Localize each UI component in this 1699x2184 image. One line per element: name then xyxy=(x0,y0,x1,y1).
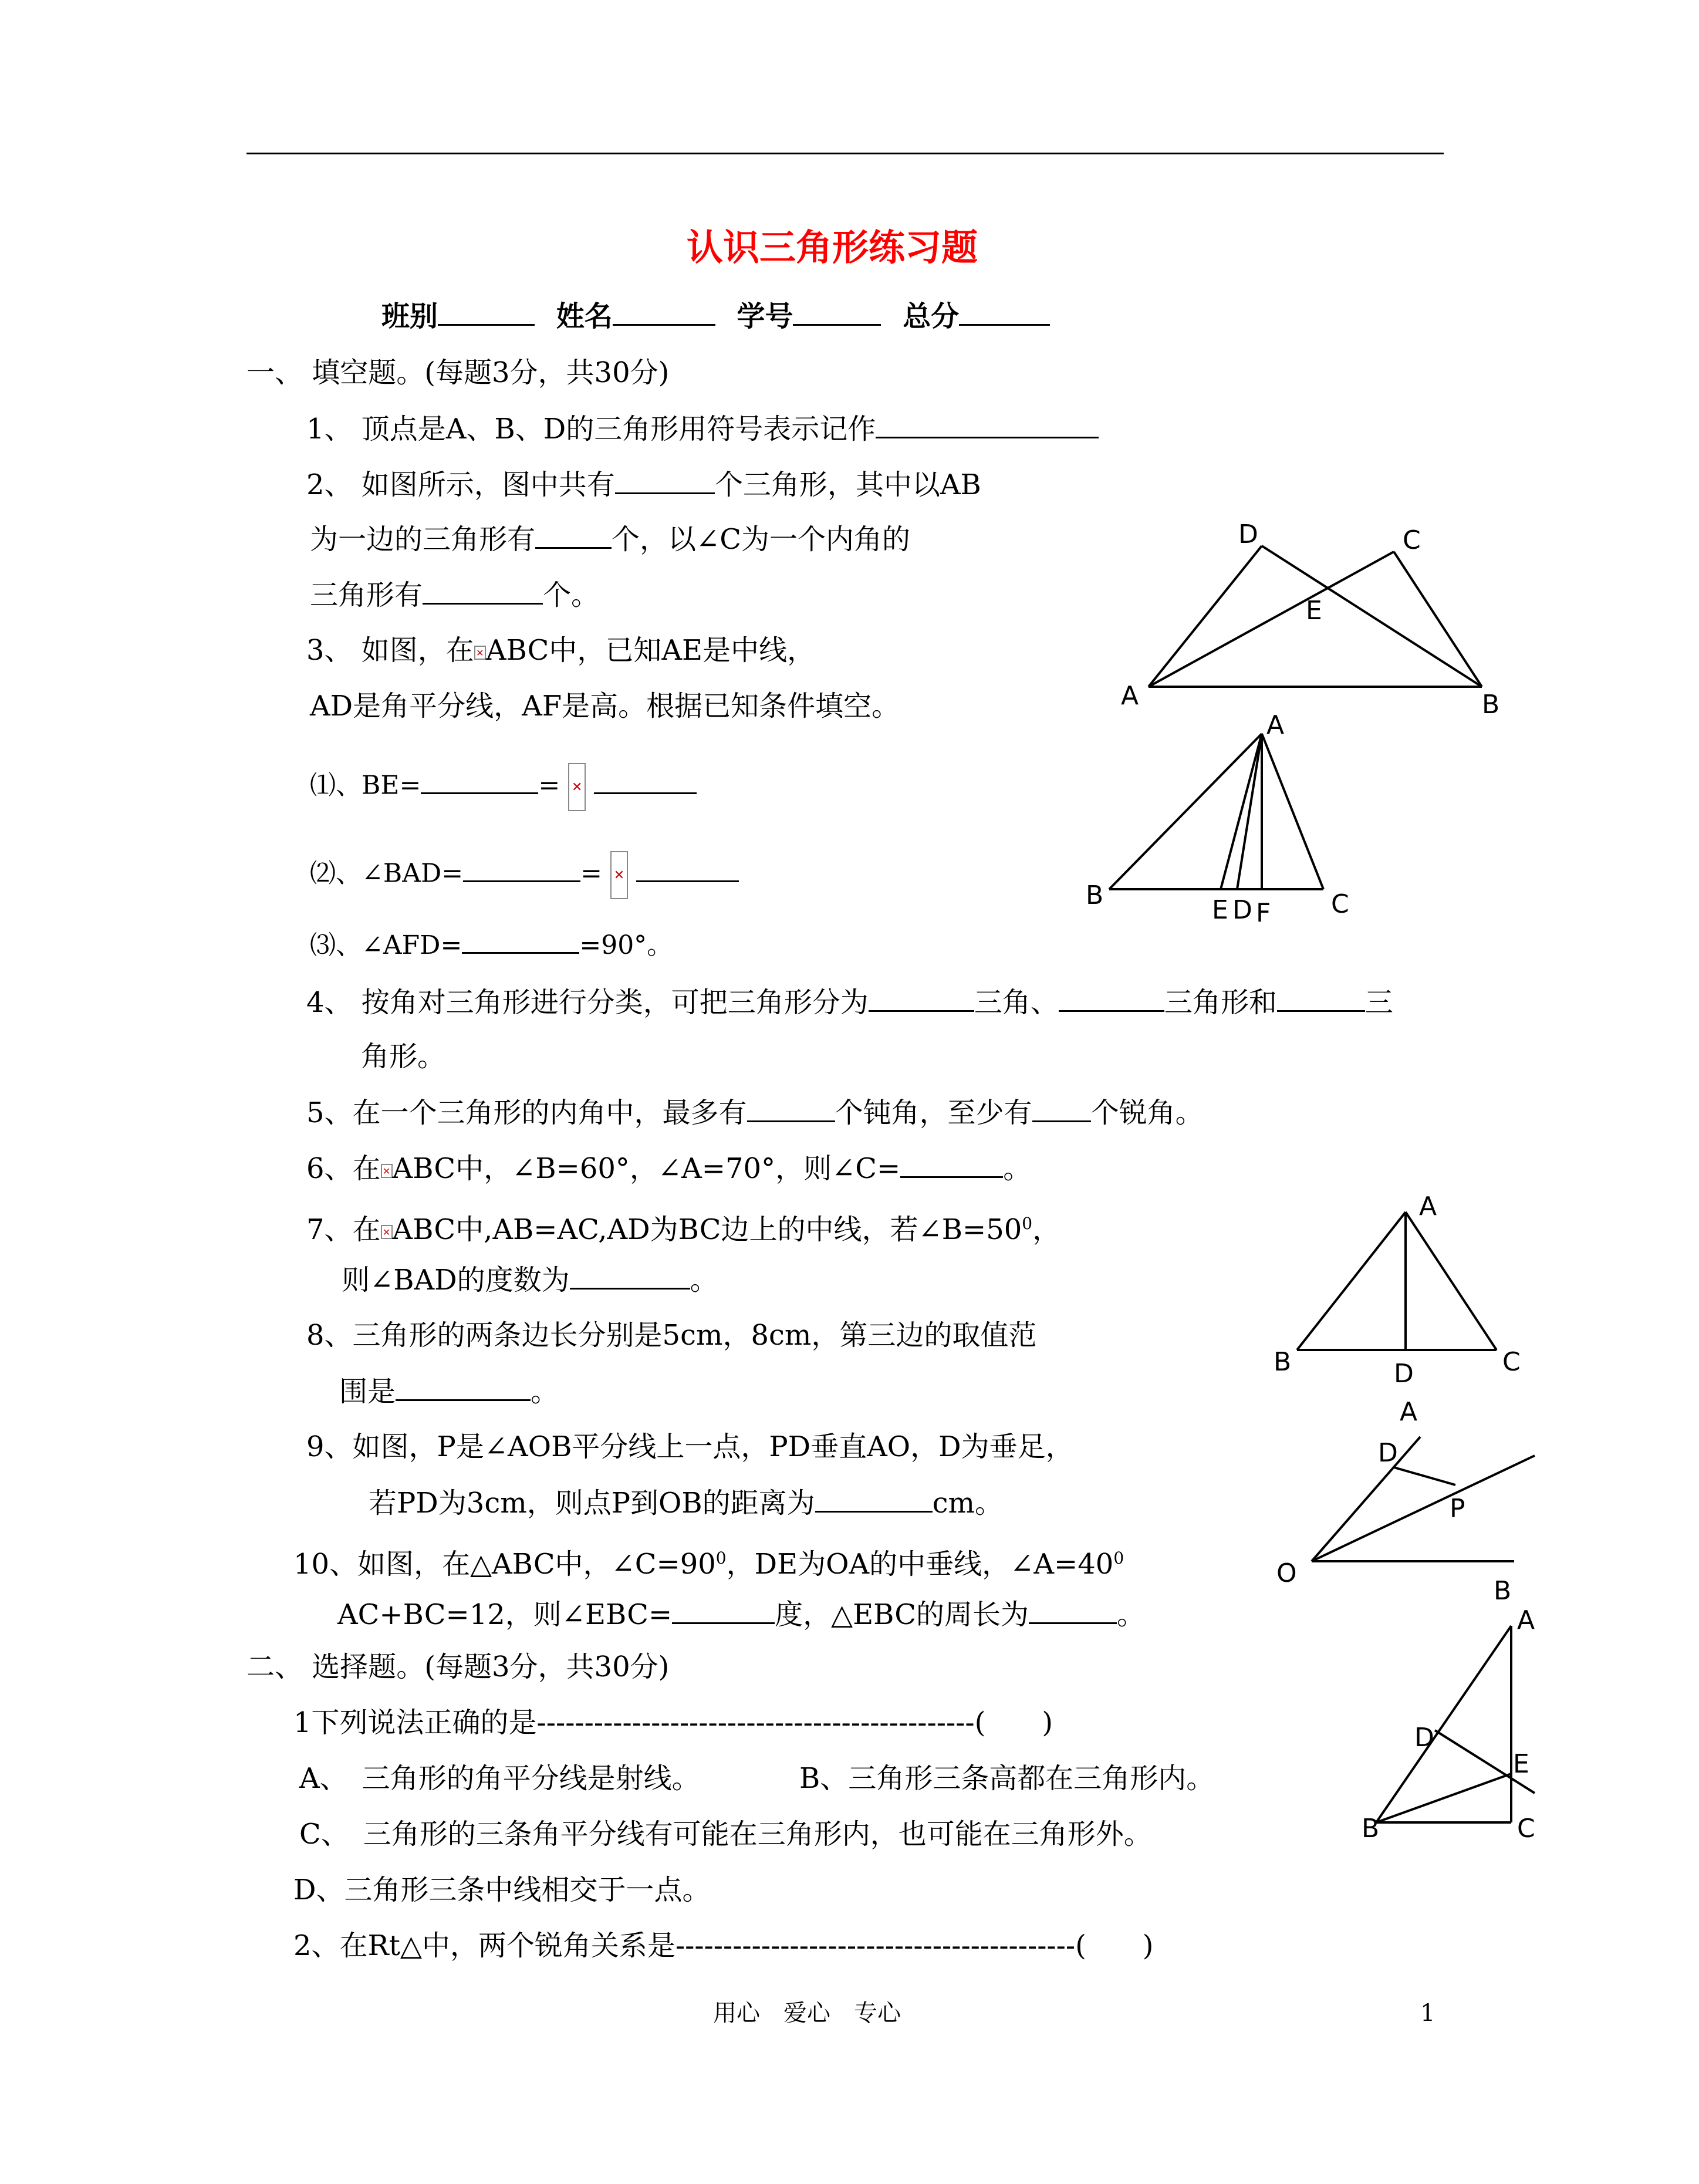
question-1-10-line2: AC+BC=12，则∠EBC= 度，△EBC的周长为 。 xyxy=(337,1596,1145,1632)
figure-3 xyxy=(1262,1180,1532,1391)
name-label: 姓名 xyxy=(556,300,613,333)
answer-blank[interactable] xyxy=(1032,1095,1091,1122)
student-info-line xyxy=(381,298,1050,334)
label-a: A xyxy=(1266,710,1285,740)
answer-blank[interactable] xyxy=(869,984,974,1012)
option-b: B、三角形三条高都在三角形内。 xyxy=(799,1762,1215,1795)
score-label: 总分 xyxy=(903,300,960,333)
segment-cb xyxy=(1394,552,1482,687)
option-c: C、 三角形的三条角平分线有可能在三角形内，也可能在三角形外。 xyxy=(299,1818,1152,1851)
label-f: F xyxy=(1256,898,1271,928)
answer-blank[interactable] xyxy=(672,1596,775,1624)
label-e: E xyxy=(1212,895,1228,925)
question-2-2-stem: 2、在Rt△中，两个锐角关系是------------------------------------------( ) xyxy=(293,1929,1154,1962)
figure-1 xyxy=(1115,517,1526,720)
broken-image-icon: ✕ xyxy=(381,1225,393,1239)
question-1-4-line1: 4、 按角对三角形进行分类，可把三角形分为 三角、 三角形和 三 xyxy=(306,984,1393,1020)
question-1-3-part2: ⑵、∠BAD= = ✕ xyxy=(310,851,739,899)
answer-blank[interactable] xyxy=(462,926,579,954)
broken-image-icon: ✕ xyxy=(474,646,486,660)
answer-blank[interactable] xyxy=(815,1485,933,1513)
question-1-10-line1: 10、如图，在△ABC中，$\angle C=90^0$，DE为OA的中垂线，$\angle A=40^0$ xyxy=(293,1548,1124,1581)
label-e: E xyxy=(1306,596,1322,626)
broken-image-icon: ✕ xyxy=(568,763,586,811)
label-e: E xyxy=(1513,1749,1529,1779)
question-1-2-line2: 为一边的三角形有 个，以∠C为一个内角的 xyxy=(310,521,910,557)
number-label: 学号 xyxy=(737,300,793,333)
answer-blank[interactable] xyxy=(535,521,612,549)
segment-ac xyxy=(1262,734,1323,889)
answer-blank[interactable] xyxy=(421,767,538,794)
label-c: C xyxy=(1502,1347,1521,1377)
answer-blank[interactable] xyxy=(636,855,739,882)
answer-blank[interactable] xyxy=(747,1095,835,1122)
label-d: D xyxy=(1394,1359,1414,1389)
answer-blank[interactable] xyxy=(423,577,543,605)
broken-image-icon: ✕ xyxy=(381,1164,393,1178)
label-b: B xyxy=(1494,1576,1512,1606)
figure-4 xyxy=(1268,1391,1549,1608)
answer-blank[interactable] xyxy=(463,855,580,882)
page-title: 认识三角形练习题 xyxy=(687,226,978,269)
option-d: D、三角形三条中线相交于一点。 xyxy=(293,1874,711,1906)
question-1-9-line2: 若PD为3cm，则点P到OB的距离为 cm。 xyxy=(369,1485,1003,1521)
segment-be xyxy=(1376,1774,1511,1822)
label-o: O xyxy=(1276,1558,1297,1588)
label-c: C xyxy=(1331,889,1349,919)
question-1-3-part3: ⑶、∠AFD= =90°。 xyxy=(310,926,673,963)
label-b: B xyxy=(1274,1347,1292,1377)
label-b: B xyxy=(1362,1814,1380,1844)
label-d: D xyxy=(1378,1438,1398,1468)
section1-heading: 一、 填空题。(每题3分，共30分) xyxy=(246,356,670,389)
answer-blank[interactable] xyxy=(876,411,1099,438)
question-1-1: 1、 顶点是A、B、D的三角形用符号表示记作 xyxy=(306,411,1099,447)
label-d: D xyxy=(1238,519,1258,549)
label-d: D xyxy=(1414,1723,1434,1753)
label-p: P xyxy=(1450,1494,1465,1524)
figure-5 xyxy=(1362,1602,1561,1849)
answer-blank[interactable] xyxy=(1277,984,1365,1012)
label-a: A xyxy=(1400,1397,1418,1427)
segment-db xyxy=(1262,546,1482,687)
segment-ab xyxy=(1376,1626,1511,1822)
question-1-9-line1: 9、如图，P是∠AOB平分线上一点，PD垂直AO，D为垂足， xyxy=(306,1430,1074,1463)
answer-blank[interactable] xyxy=(570,1262,690,1290)
answer-blank[interactable] xyxy=(1029,1596,1117,1624)
name-field[interactable] xyxy=(613,298,715,326)
section2-heading: 二、 选择题。(每题3分，共30分) xyxy=(246,1650,670,1683)
answer-blank[interactable] xyxy=(615,467,715,494)
score-field[interactable] xyxy=(959,298,1050,326)
question-1-3-part1: ⑴、BE= = ✕ xyxy=(310,763,697,811)
figure-2 xyxy=(1080,710,1408,933)
label-c: C xyxy=(1403,525,1421,555)
answer-blank[interactable] xyxy=(396,1373,531,1401)
segment-ac xyxy=(1406,1212,1497,1350)
label-c: C xyxy=(1517,1814,1535,1844)
question-1-8-line1: 8、三角形的两条边长分别是5cm，8cm，第三边的取值范 xyxy=(306,1319,1037,1352)
option-a: A、 三角形的角平分线是射线。 xyxy=(299,1762,700,1795)
label-b: B xyxy=(1482,690,1500,720)
label-a: A xyxy=(1121,681,1139,711)
segment-ac xyxy=(1149,552,1394,687)
answer-blank[interactable] xyxy=(900,1150,1003,1178)
class-field[interactable] xyxy=(438,298,535,326)
question-2-1-stem: 1下列说法正确的是----------------------------------------------( ) xyxy=(293,1706,1053,1739)
segment-pd xyxy=(1394,1467,1455,1485)
question-1-2-line1: 2、 如图所示，图中共有 个三角形，其中以AB xyxy=(306,467,981,502)
class-label: 班别 xyxy=(381,300,438,333)
segment-ab xyxy=(1297,1212,1406,1350)
question-1-5: 5、在一个三角形的内角中，最多有 个钝角，至少有 个锐角。 xyxy=(306,1095,1204,1130)
segment-ad xyxy=(1149,546,1262,687)
question-1-3-line1: 3、 如图，在 ✕ABC中，已知AE是中线， xyxy=(306,634,816,667)
segment-ab xyxy=(1109,734,1262,889)
question-1-8-line2: 围是 。 xyxy=(339,1373,559,1409)
question-1-7-line1: 7、在 ✕ABC中,AB=AC,AD为BC边上的中线，若$\angle B=50^0$， xyxy=(306,1213,1061,1246)
label-b: B xyxy=(1086,880,1104,910)
question-1-3-line2: AD是角平分线，AF是高。根据已知条件填空。 xyxy=(310,690,900,723)
page-number: 1 xyxy=(1420,2000,1435,2027)
question-1-6: 6、在 ✕ABC中，∠B=60°，∠A=70°，则∠C= 。 xyxy=(306,1150,1031,1186)
label-a: A xyxy=(1419,1191,1437,1221)
question-1-4-line2: 角形。 xyxy=(361,1040,446,1073)
answer-blank[interactable] xyxy=(594,767,697,794)
broken-image-icon: ✕ xyxy=(610,851,628,899)
header-rule xyxy=(246,153,1444,154)
number-field[interactable] xyxy=(793,298,881,326)
question-1-2-line3: 三角形有 个。 xyxy=(310,577,599,613)
ray-bisector xyxy=(1312,1456,1535,1561)
question-1-7-line2: 则∠BAD的度数为 。 xyxy=(342,1262,718,1298)
label-d: D xyxy=(1232,895,1252,925)
answer-blank[interactable] xyxy=(1059,984,1164,1012)
footer-text: 用心 爱心 专心 xyxy=(713,2000,901,2027)
ray-oa xyxy=(1312,1437,1420,1561)
label-a: A xyxy=(1517,1605,1535,1635)
